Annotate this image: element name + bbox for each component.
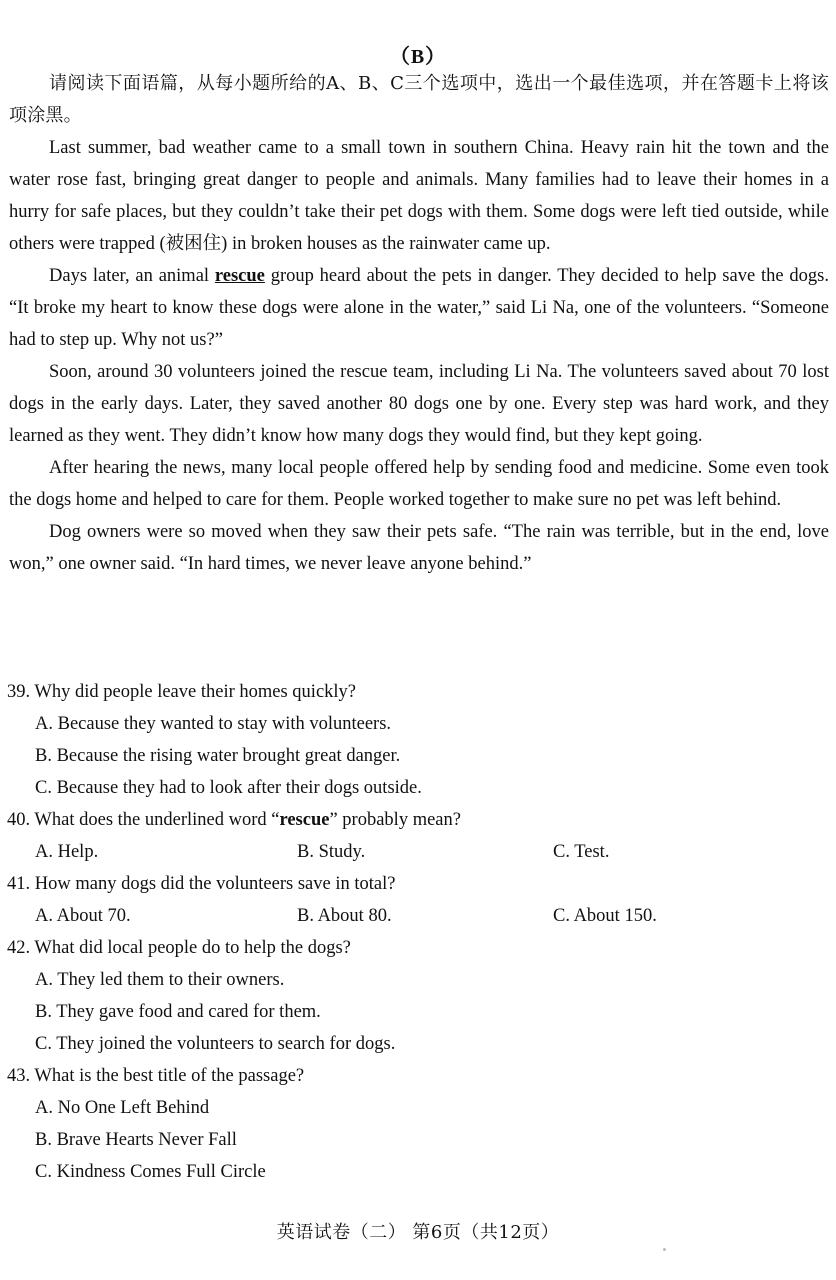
- passage-paragraph-5: Dog owners were so moved when they saw their pets safe. “The rain was terrible, but in the end, love won,” one owner said. “In hard times, we never leave anyone behind.”: [9, 522, 829, 574]
- question-39: [7, 676, 827, 804]
- question-stem: 39. Why did people leave their homes quickly?: [7, 682, 357, 702]
- option-b: B. They gave food and cared for them.: [35, 1002, 321, 1022]
- scan-speck: [663, 1248, 666, 1251]
- option-a: A. Because they wanted to stay with volunteers.: [35, 714, 392, 734]
- passage-paragraph-2-start: Days later, an animal: [49, 266, 215, 286]
- question-41: [7, 868, 827, 932]
- question-42: [7, 932, 827, 1060]
- passage-paragraph-3: Soon, around 30 volunteers joined the rescue team, including Li Na. The volunteers saved about 70 lost dogs in the early days. Later, they saved another 80 dogs one by one. Every step was hard work, and they learned as they went. They didn’t know how many dogs they would find, but they kept going.: [9, 362, 829, 446]
- underlined-word-rescue: rescue: [214, 266, 265, 286]
- option-c: C. Test.: [553, 842, 610, 862]
- question-stem: 41. How many dogs did the volunteers save in total?: [7, 874, 396, 894]
- question-stem-end: ” probably mean?: [329, 810, 461, 830]
- passage-paragraph-2-end: group heard about the pets in danger. They decided to help save the dogs. “It broke my heart to know these dogs were alone in the water,” said Li Na, one of the volunteers. “Someone had to step up. Why not us?”: [9, 266, 829, 350]
- page-footer: 英语试卷（二） 第6页（共12页）: [276, 1222, 560, 1243]
- question-43: [7, 1060, 827, 1188]
- option-c: C. Kindness Comes Full Circle: [35, 1162, 266, 1182]
- option-a: A. Help.: [35, 842, 99, 862]
- question-keyword: rescue: [279, 810, 330, 830]
- option-b: B. Because the rising water brought great danger.: [35, 746, 401, 766]
- question-40: [7, 804, 827, 868]
- option-row: [7, 836, 827, 868]
- instruction-text: 请阅读下面语篇，从每小题所给的A、B、C三个选项中，选出一个最佳选项，并在答题卡上将该项涂黑。: [9, 73, 829, 126]
- question-stem: 43. What is the best title of the passage?: [7, 1066, 305, 1086]
- section-heading: （B）: [389, 46, 447, 68]
- option-c: C. About 150.: [553, 906, 657, 926]
- passage-paragraph-2: [9, 260, 829, 356]
- reading-passage: [9, 68, 829, 580]
- question-stem: [7, 804, 827, 836]
- option-a: A. They led them to their owners.: [35, 970, 285, 990]
- option-b: B. Brave Hearts Never Fall: [35, 1130, 237, 1150]
- option-b: B. Study.: [297, 842, 366, 862]
- option-a: A. No One Left Behind: [35, 1098, 210, 1118]
- option-row: [7, 900, 827, 932]
- passage-paragraph-4: After hearing the news, many local people offered help by sending food and medicine. Some even took the dogs home and helped to care for them. People worked together to make sure no pet was left behind.: [9, 458, 829, 510]
- question-stem: 42. What did local people do to help the dogs?: [7, 938, 351, 958]
- passage-paragraph-1: Last summer, bad weather came to a small town in southern China. Heavy rain hit the town and the water rose fast, bringing great danger to people and animals. Many families had to leave their homes in a hurry for safe places, but they couldn’t take their pet dogs with them. Some dogs were left tied outside, while others were trapped (被困住) in broken houses as the rainwater came up.: [9, 138, 829, 254]
- question-list: [7, 676, 827, 1188]
- option-a: A. About 70.: [35, 906, 131, 926]
- option-b: B. About 80.: [297, 906, 392, 926]
- option-c: C. Because they had to look after their dogs outside.: [35, 778, 422, 798]
- question-stem-start: 40. What does the underlined word “: [7, 810, 280, 830]
- option-c: C. They joined the volunteers to search for dogs.: [35, 1034, 396, 1054]
